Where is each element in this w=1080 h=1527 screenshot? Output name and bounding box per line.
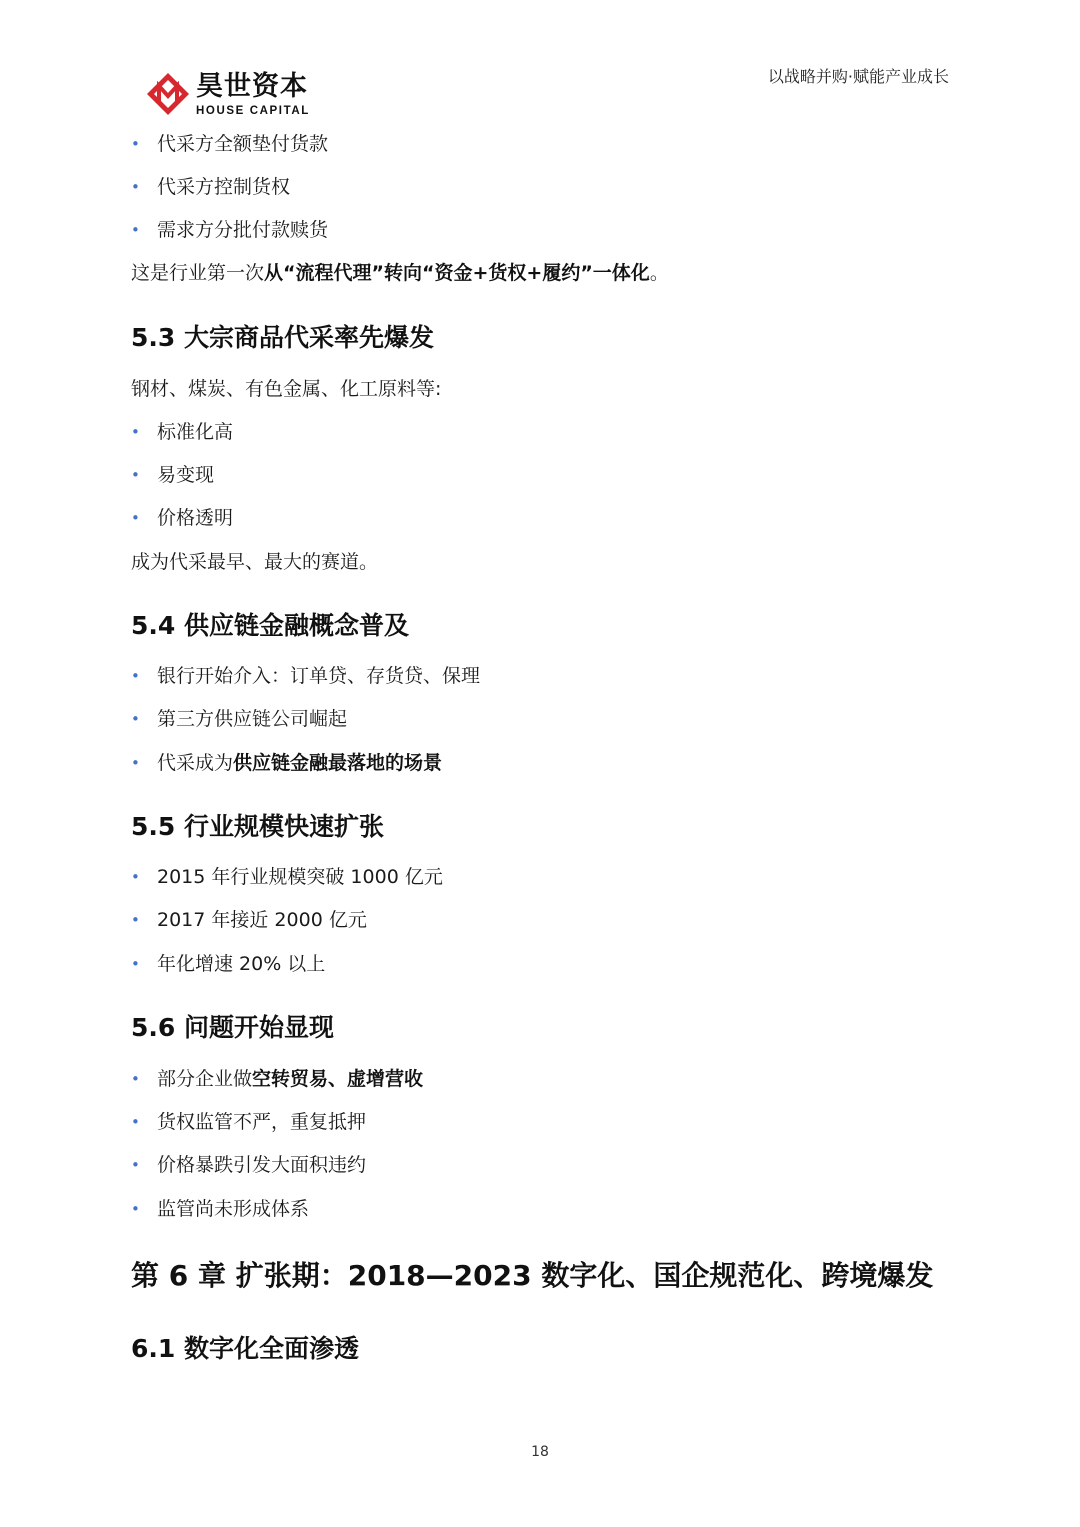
list-item-text: 2017 年接近 2000 亿元 xyxy=(157,909,367,931)
list-item-text: 价格透明 xyxy=(157,507,234,529)
section-heading-5-6: 5.6 问题开始显现 xyxy=(131,1013,334,1042)
bullet-icon: • xyxy=(131,466,140,484)
bullet-icon: • xyxy=(131,911,140,929)
logo-english-text: HOUSE CAPITAL xyxy=(196,105,310,117)
list-item xyxy=(131,173,290,201)
bullet-icon: • xyxy=(131,221,140,239)
list-item-text: 银行开始介入：订单贷、存货贷、保理 xyxy=(157,665,481,687)
logo-chinese-text: 昊世资本 xyxy=(196,71,308,102)
list-item xyxy=(131,1108,366,1136)
list-item-text: 需求方分批付款赎货 xyxy=(157,219,329,241)
bullet-icon: • xyxy=(131,178,140,196)
bullet-icon: • xyxy=(131,423,140,441)
list-item-text: 代采方全额垫付货款 xyxy=(157,133,329,155)
section-heading-5-5: 5.5 行业规模快速扩张 xyxy=(131,812,384,841)
list-item-text: 代采成为 xyxy=(157,752,234,774)
bullet-icon: • xyxy=(131,754,140,772)
bullet-icon: • xyxy=(131,955,140,973)
list-item-text: 年化增速 20% 以上 xyxy=(157,953,326,975)
bullet-icon: • xyxy=(131,667,140,685)
header-slogan: 以战略并购·赋能产业成长 xyxy=(767,67,949,86)
list-item xyxy=(131,906,367,934)
list-item-bold: 供应链金融最落地的场景 xyxy=(233,752,443,774)
header-logo xyxy=(146,72,316,120)
section-intro: 钢材、煤炭、有色金属、化工原料等: xyxy=(131,378,442,400)
list-item-text: 第三方供应链公司崛起 xyxy=(157,708,348,730)
summary-bold: 从“流程代理”转向“资金+货权+履约”一体化 xyxy=(264,262,650,284)
list-item xyxy=(131,216,328,244)
bullet-icon: • xyxy=(131,135,140,153)
section-heading-5-3: 5.3 大宗商品代采率先爆发 xyxy=(131,323,434,352)
chapter-heading-6: 第 6 章 扩张期：2018—2023 数字化、国企规范化、跨境爆发 xyxy=(131,1259,934,1292)
section-heading-6-1: 6.1 数字化全面渗透 xyxy=(131,1334,359,1363)
list-item xyxy=(131,461,214,489)
list-item-text: 标准化高 xyxy=(157,421,234,443)
summary-suffix: 。 xyxy=(649,262,669,284)
bullet-icon: • xyxy=(131,1070,140,1088)
bullet-icon: • xyxy=(131,868,140,886)
bullet-icon: • xyxy=(131,1200,140,1218)
list-item xyxy=(131,418,233,446)
list-item-text: 易变现 xyxy=(157,464,215,486)
list-item xyxy=(131,705,347,733)
list-item-text: 监管尚未形成体系 xyxy=(157,1198,310,1220)
list-item-text: 价格暴跌引发大面积违约 xyxy=(157,1154,367,1176)
list-item xyxy=(131,130,328,158)
list-item xyxy=(131,1195,309,1223)
list-item xyxy=(131,863,443,891)
section-heading-5-4: 5.4 供应链金融概念普及 xyxy=(131,611,409,640)
list-item xyxy=(131,1065,423,1093)
list-item xyxy=(131,504,233,532)
list-item xyxy=(131,1151,366,1179)
list-item xyxy=(131,749,442,777)
bullet-icon: • xyxy=(131,1156,140,1174)
list-item xyxy=(131,950,325,978)
list-item-text: 代采方控制货权 xyxy=(157,176,291,198)
list-item-text: 货权监管不严，重复抵押 xyxy=(157,1111,367,1133)
list-item-text: 2015 年行业规模突破 1000 亿元 xyxy=(157,866,443,888)
bullet-icon: • xyxy=(131,1113,140,1131)
page-number: 18 xyxy=(531,1444,549,1460)
section-outro: 成为代采最早、最大的赛道。 xyxy=(131,551,379,573)
list-item-bold: 空转贸易、虚增营收 xyxy=(252,1068,424,1090)
house-capital-logo-icon xyxy=(146,72,190,116)
list-item xyxy=(131,662,480,690)
summary-paragraph xyxy=(131,259,669,287)
bullet-icon: • xyxy=(131,710,140,728)
summary-prefix: 这是行业第一次 xyxy=(131,262,265,284)
bullet-icon: • xyxy=(131,509,140,527)
list-item-text: 部分企业做 xyxy=(157,1068,253,1090)
